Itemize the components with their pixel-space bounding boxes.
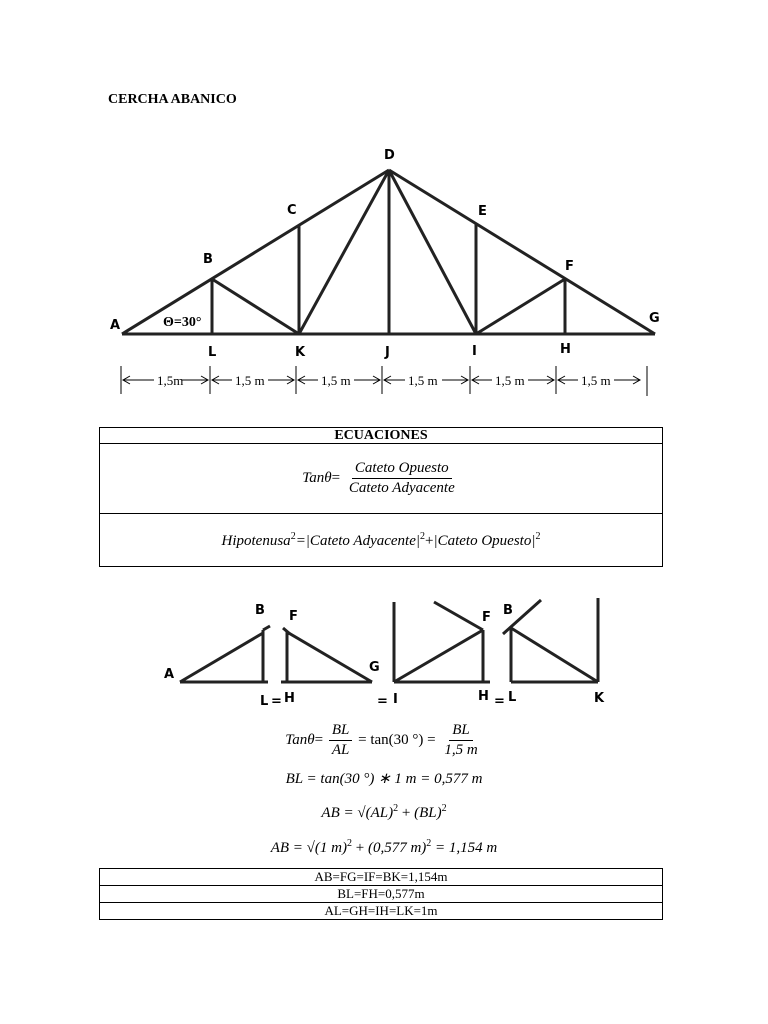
span-label-5: 1,5 m xyxy=(495,373,525,388)
f1-num1: BL xyxy=(329,722,353,741)
sub-label-l2: L xyxy=(508,690,517,705)
truss-diagram xyxy=(0,0,768,420)
sub-label-h2: H xyxy=(478,689,489,704)
node-label-l: L xyxy=(208,345,217,360)
node-label-c: C xyxy=(287,203,297,218)
f1-fraction-2 xyxy=(441,722,480,759)
node-label-a: A xyxy=(110,318,121,333)
f3-term-b: (BL) xyxy=(414,805,442,821)
f1-num2: BL xyxy=(449,722,473,741)
equations-header: ECUACIONES xyxy=(100,428,663,444)
span-label-2: 1,5 m xyxy=(235,373,265,388)
node-label-h: H xyxy=(560,342,571,357)
eq2-term2: |Cateto Opuesto| xyxy=(433,532,536,549)
node-label-e: E xyxy=(478,204,487,219)
sub-label-a: A xyxy=(164,667,175,682)
eq1-denominator: Cateto Adyacente xyxy=(348,480,455,496)
node-label-g: G xyxy=(649,311,660,326)
node-label-j: J xyxy=(385,345,390,360)
f1-middle: = tan(30 °) = xyxy=(358,731,436,748)
eq1-equals: = xyxy=(331,469,341,486)
sub-label-f1: F xyxy=(289,609,298,624)
result-row: AB=FG=IF=BK=1,154m xyxy=(100,869,663,886)
sub-label-l1: L xyxy=(260,694,269,709)
sub-eq-mark-3: = xyxy=(494,694,505,709)
node-label-f: F xyxy=(565,259,574,274)
result-row: AL=GH=IH=LK=1m xyxy=(100,903,663,920)
f3-lhs: AB = √ xyxy=(321,805,366,821)
eq2-lhs: Hipotenusa xyxy=(221,532,291,549)
f1-equals: = xyxy=(314,731,324,748)
sub-label-h1: H xyxy=(284,691,295,706)
eq2-exp2: 2 xyxy=(420,530,425,542)
formula-tangent-bl xyxy=(0,722,768,759)
sub-label-g: G xyxy=(369,660,380,675)
result-row: BL=FH=0,577m xyxy=(100,886,663,903)
node-label-k: K xyxy=(295,345,306,360)
formula-ab-general xyxy=(0,803,768,822)
equation-pythagoras xyxy=(100,514,663,567)
node-label-d: D xyxy=(384,148,395,163)
eq1-lhs: Tanθ xyxy=(302,469,332,486)
sub-triangle-diagrams xyxy=(0,590,768,710)
f4-plus: + xyxy=(352,840,368,856)
equation-tangent xyxy=(100,444,663,514)
span-label-4: 1,5 m xyxy=(408,373,438,388)
eq1-fraction xyxy=(346,460,458,497)
f3-term-a: (AL) xyxy=(365,805,394,821)
formula-ab-value xyxy=(0,838,768,857)
sub-label-b1: B xyxy=(255,603,265,618)
eq2-plus: + xyxy=(425,532,434,549)
eq1-numerator: Cateto Opuesto xyxy=(352,460,452,479)
f4-exp1: 2 xyxy=(347,838,352,849)
node-label-b: B xyxy=(203,252,213,267)
f4-lhs: AB = √ xyxy=(270,840,315,856)
angle-label: Θ=30° xyxy=(163,315,202,330)
f1-den2: 1,5 m xyxy=(444,742,478,758)
eq2-exp1: 2 xyxy=(290,530,296,542)
truss-members xyxy=(122,170,655,334)
f4-term-a: (1 m) xyxy=(314,840,347,856)
f3-exp1: 2 xyxy=(393,803,399,814)
document-title: CERCHA ABANICO xyxy=(108,92,237,107)
equations-table xyxy=(99,427,663,567)
node-label-i: I xyxy=(472,344,477,359)
sub-label-i: I xyxy=(393,692,398,707)
f3-plus: + xyxy=(398,805,415,821)
span-label-6: 1,5 m xyxy=(581,373,611,388)
eq2-term1: =|Cateto Adyacente| xyxy=(295,532,420,549)
f4-rhs: = 1,154 m xyxy=(431,840,498,856)
f4-term-b: (0,577 m) xyxy=(367,840,427,856)
sub-eq-mark-1: = xyxy=(271,694,282,709)
eq2-exp3: 2 xyxy=(535,530,541,542)
f4-exp2: 2 xyxy=(426,838,432,849)
f1-den1: AL xyxy=(331,742,350,758)
span-label-3: 1,5 m xyxy=(321,373,351,388)
sub-eq-mark-2: = xyxy=(377,694,388,709)
span-label-1: 1,5m xyxy=(157,373,184,388)
sub-label-f2: F xyxy=(482,610,491,625)
sub-label-k: K xyxy=(594,691,605,706)
sub-label-b2: B xyxy=(503,603,513,618)
f1-lhs: Tanθ xyxy=(285,731,315,748)
dimension-line xyxy=(121,366,647,396)
formula-bl-value: BL = tan(30 °) ∗ 1 m = 0,577 m xyxy=(285,771,483,787)
f3-exp2: 2 xyxy=(441,803,447,814)
results-table xyxy=(99,868,663,920)
f1-fraction-1 xyxy=(329,722,353,759)
